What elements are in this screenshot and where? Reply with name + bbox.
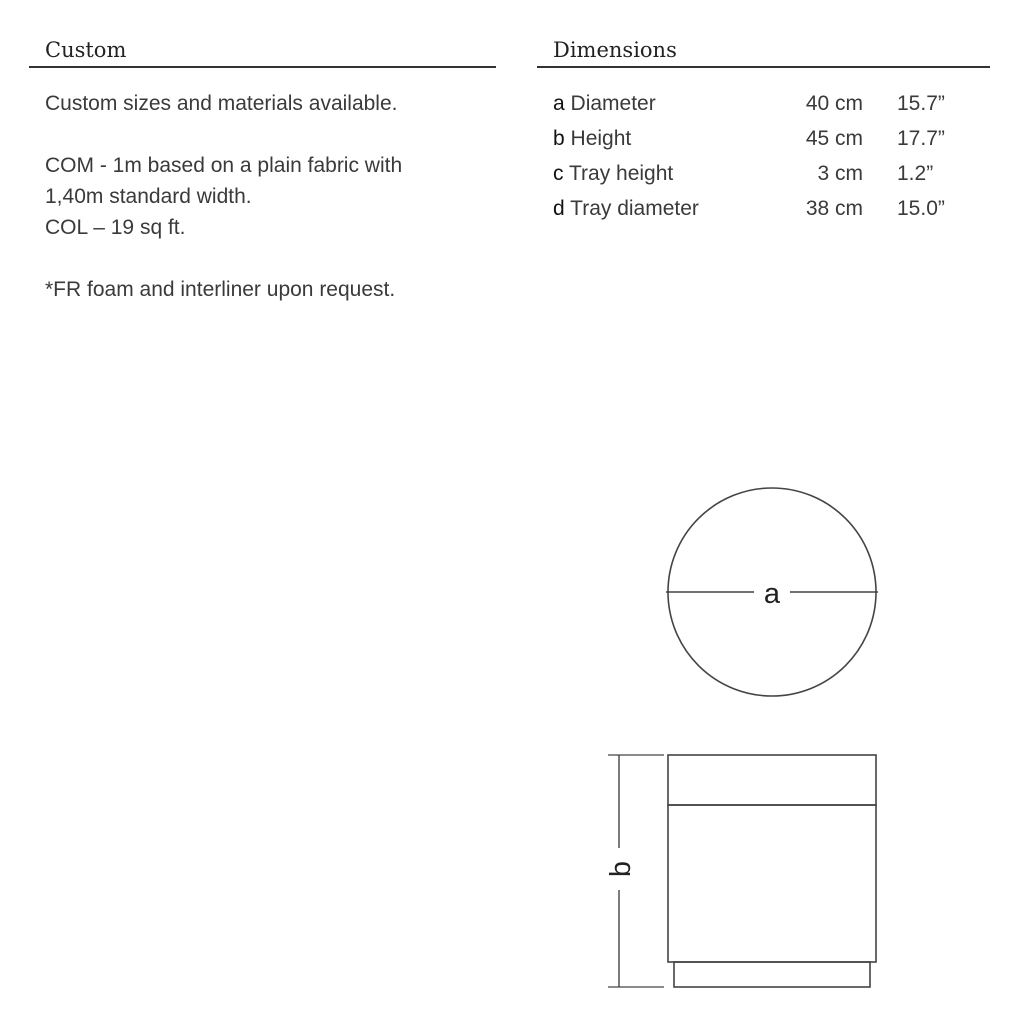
- dim-name: Tray height: [568, 162, 674, 185]
- dim-cm: 45 cm: [805, 127, 863, 150]
- dim-name: Diameter: [570, 92, 656, 115]
- dim-name: Tray diameter: [570, 197, 699, 220]
- dim-cm: 3 cm: [817, 162, 863, 185]
- dimensions-heading: Dimensions: [537, 36, 990, 68]
- com-line-1: COM - 1m based on a plain fabric with: [45, 154, 403, 177]
- dim-in: 15.0”: [897, 197, 945, 220]
- top-view: [666, 488, 878, 696]
- ottoman-body: [668, 805, 876, 962]
- dim-in: 1.2”: [897, 162, 934, 185]
- dim-letter: c: [553, 162, 564, 185]
- tray-base: [674, 962, 870, 987]
- dim-letter: d: [553, 197, 565, 220]
- custom-sizes-text: Custom sizes and materials available.: [45, 92, 398, 115]
- side-view: [605, 755, 876, 987]
- diameter-label: a: [763, 578, 781, 610]
- fr-foam-note: *FR foam and interliner upon request.: [45, 278, 396, 301]
- cushion-top: [668, 755, 876, 805]
- dim-letter: b: [553, 127, 565, 150]
- dim-in: 15.7”: [897, 92, 945, 115]
- dim-name: Height: [570, 127, 632, 150]
- dim-cm: 40 cm: [805, 92, 863, 115]
- col-line: COL – 19 sq ft.: [45, 216, 186, 239]
- dim-in: 17.7”: [897, 127, 945, 150]
- com-line-2: 1,40m standard width.: [45, 185, 252, 208]
- height-label: b: [605, 860, 637, 878]
- custom-heading: Custom: [29, 36, 496, 68]
- dim-letter: a: [553, 92, 565, 115]
- dim-cm: 38 cm: [805, 197, 863, 220]
